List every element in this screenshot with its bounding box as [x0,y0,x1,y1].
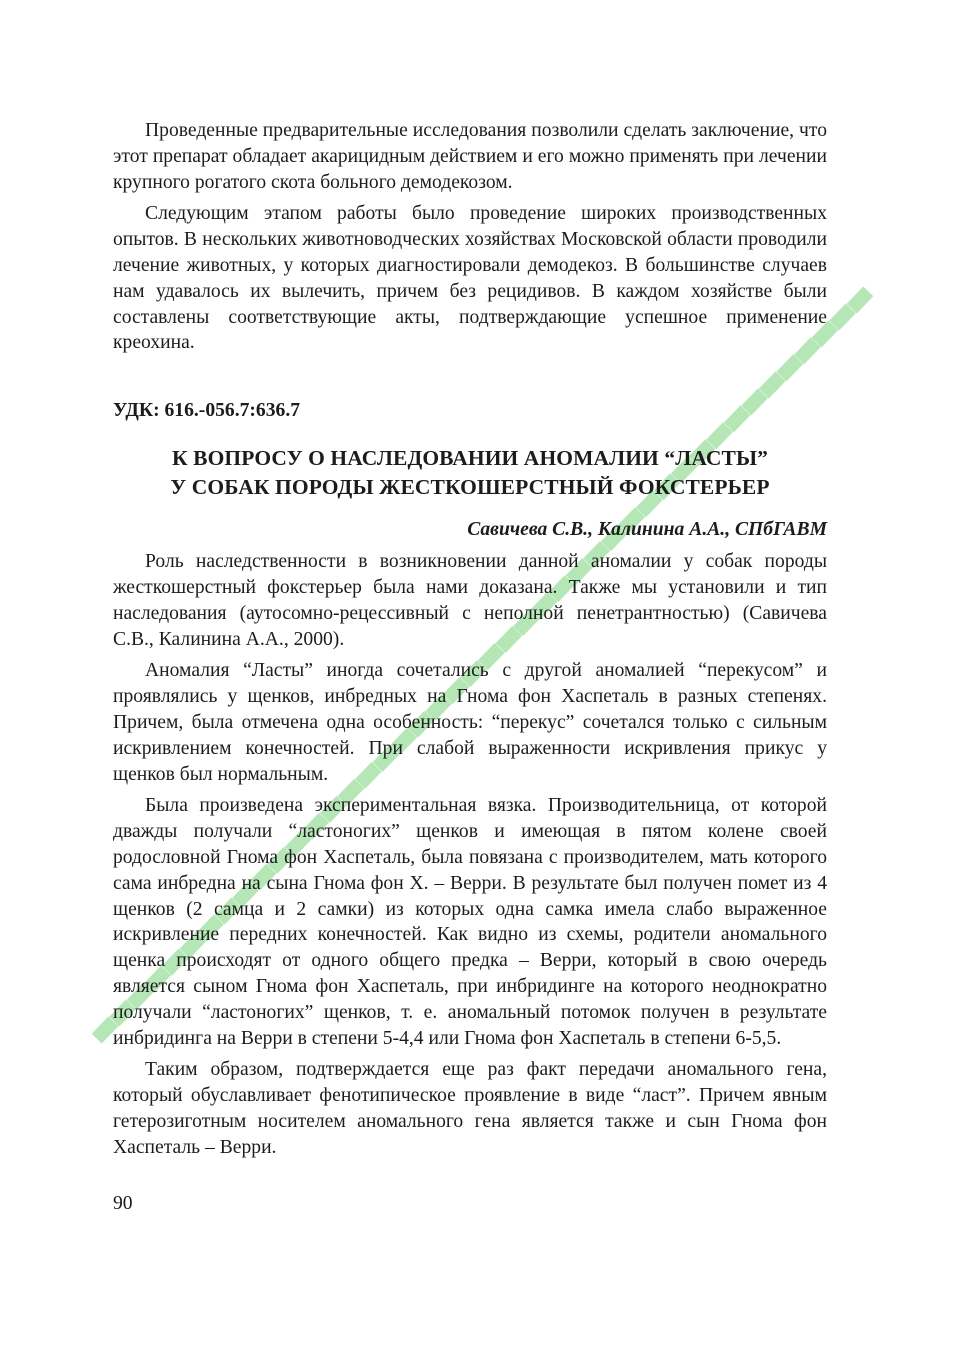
watermark-dash [847,287,874,314]
intro-paragraph-2: Следующим этапом работы было проведение широких производственных опытов. В нескольких животноводческих хозяйствах Московской области проводили лечение животных, у которых диагностировали демодекоз. В большинстве случаев нам удавалось их вылечить, причем без рецидивов. В каждом хозяйстве были составлены соответствующие акты, подтверждающие успешное применение креохина. [113,203,827,354]
body-paragraph-2: Аномалия “Ласты” иногда сочетались с другой аномалией “перекусом” и проявлялись у щенков, инбредных на Гнома фон Хаспеталь в разных степенях. Причем, была отмечена одна особенность: “перекус” сочетался только с сильным искривлением конечностей. При слабой выраженности искривления прикус у щенков был нормальным. [113,660,827,785]
title-line-1: К ВОПРОСУ О НАСЛЕДОВАНИИ АНОМАЛИИ “ЛАСТЫ” [171,446,769,471]
udc-code: УДК: 616.-056.7:636.7 [113,400,301,422]
body-paragraph-4: Таким образом, подтверждается еще раз факт передачи аномального гена, который обуславливает фенотипическое проявление в виде “ласт”. Причем явным гетерозиготным носителем аномального гена является также и сын Гнома фон Хаспеталь – Верри. [113,1059,827,1158]
intro-paragraph-1: Проведенные предварительные исследования позволили сделать заключение, что этот препарат обладает акарицидным действием и его можно применять при лечении крупного рогатого скота больного демодекозом. [113,120,827,193]
body-paragraph-1: Роль наследственности в возникновении данной аномалии у собак породы жесткошерстный фокстерьер была нами доказана. Также мы установили и тип наследования (аутосомно-рецессивный с неполной пенетрантностью) (Савичева С.В., Калинина А.А., 2000). [113,551,827,650]
page-number: 90 [113,1193,133,1214]
document-page [113,118,827,1161]
article-title [113,444,827,502]
article-authors: Савичева С.В., Калинина А.А., СПбГАВМ [467,519,827,541]
body-paragraph-3: Была произведена экспериментальная вязка. Производительница, от которой дважды получали “ластоногих” щенков и имеющая в пятом колене своей родословной Гнома фон Хаспеталь, была повязана с производителем, мать которого сама инбредна на сына Гнома фон Х. – Верри. В результате был получен помет из 4 щенков (2 самца и 2 самки) из которых одна самка имела слабо выраженное искривление передних конечностей. Как видно из схемы, родители аномального щенка происходят от одного общего предка – Верри, который в свою очередь является сыном Гнома фон Хаспеталь, при инбридинге на которого неоднократно получали “ластоногих” щенков, т. е. аномальный потомок получен в результате инбридинга на Верри в степени 5-4,4 или Гнома фон Хаспеталь в степени 6-5,5. [113,795,827,1049]
title-line-2: У СОБАК ПОРОДЫ ЖЕСТКОШЕРСТНЫЙ ФОКСТЕРЬЕР [170,475,770,500]
watermark-dash [829,303,856,330]
